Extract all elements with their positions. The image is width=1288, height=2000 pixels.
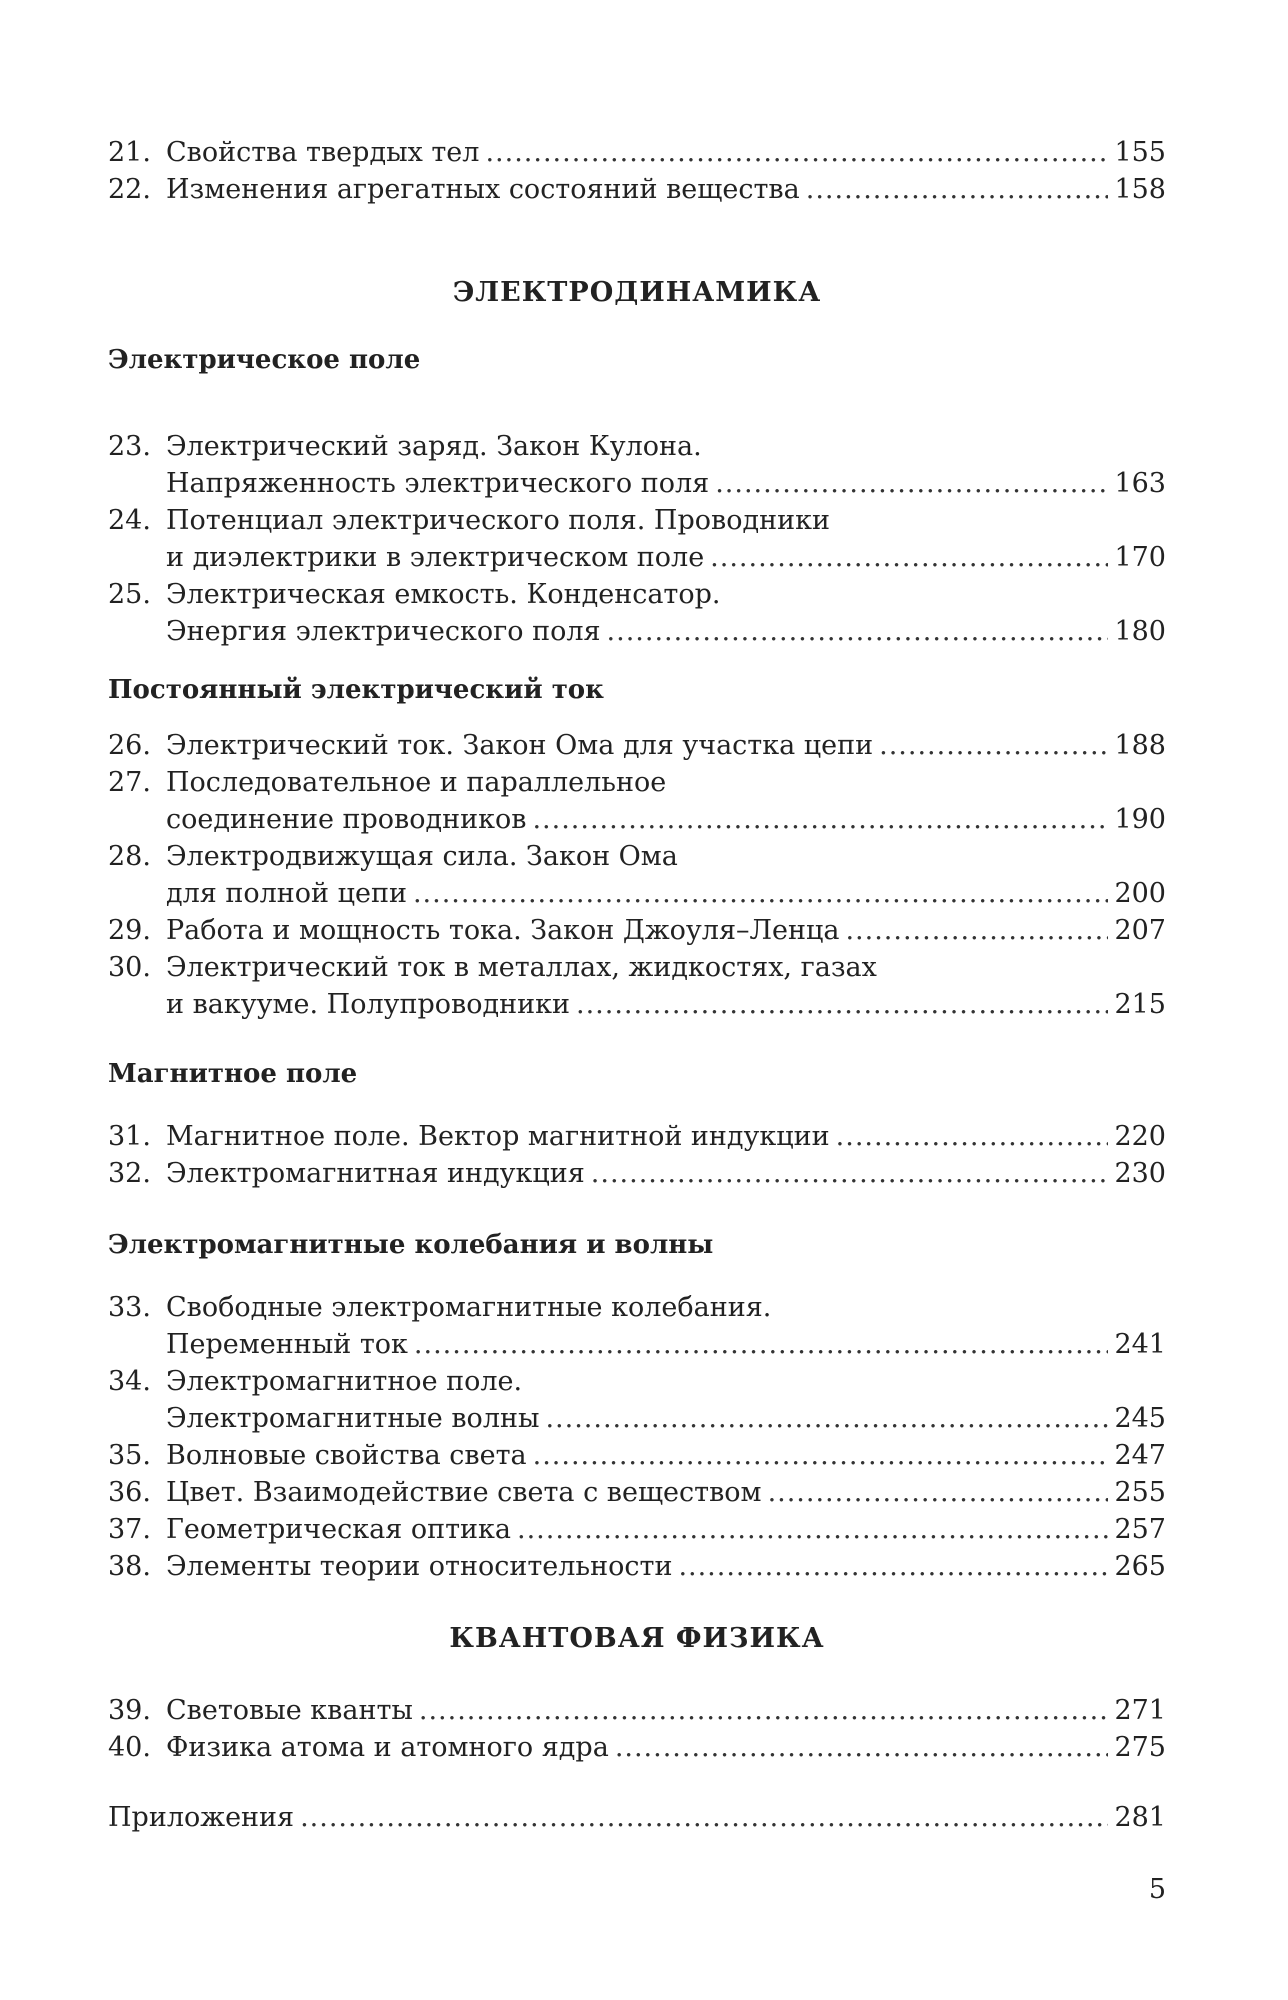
entry-title: Изменения агрегатных состояний вещества [166,174,800,205]
toc-entry-21[interactable] [108,134,1166,171]
entry-number: 24. [108,505,151,536]
part-title-electrodynamics: ЭЛЕКТРОДИНАМИКА [452,277,822,308]
entry-number: 35. [108,1440,151,1471]
dot-leader [615,1729,1109,1766]
entry-title: Работа и мощность тока. Закон Джоуля–Ленца [166,915,840,946]
dot-leader [591,1155,1109,1192]
part-title-quantum-physics: КВАНТОВАЯ ФИЗИКА [449,1623,825,1654]
entry-title-line1: Свободные электромагнитные колебания. [166,1292,772,1323]
entry-number: 27. [108,767,151,798]
toc-entry-28-cont[interactable] [108,875,1166,912]
entry-title: Магнитное поле. Вектор магнитной индукции [166,1121,830,1152]
dot-leader [836,1118,1109,1155]
dot-leader [532,801,1108,838]
toc-entry-35[interactable] [108,1437,1166,1474]
entry-number: 29. [108,915,151,946]
dot-leader [806,171,1109,208]
toc-entry-29[interactable] [108,912,1166,949]
entry-number: 22. [108,174,151,205]
dot-leader [419,1692,1109,1729]
entry-page: 215 [1114,989,1166,1020]
entry-title-line1: Потенциал электрического поля. Проводники [166,505,830,536]
chapter-title-direct-current: Постоянный электрический ток [108,675,604,705]
toc-entry-23[interactable] [108,428,1166,465]
entry-number: 39. [108,1695,151,1726]
dot-leader [710,539,1108,576]
entry-title-line2: соединение проводников [166,804,527,835]
entry-title: Световые кванты [166,1695,413,1726]
toc-entry-24-cont[interactable] [108,539,1166,576]
entry-title-line1: Последовательное и параллельное [166,767,667,798]
dot-leader [678,1548,1108,1585]
toc-page [108,0,1166,2000]
toc-entry-23-cont[interactable] [108,465,1166,502]
entry-page: 247 [1114,1440,1166,1471]
entry-title: Физика атома и атомного ядра [166,1732,609,1763]
entry-number: 33. [108,1292,151,1323]
entry-title-line2: Переменный ток [166,1329,408,1360]
entry-title: Геометрическая оптика [166,1514,512,1545]
entry-title: Электрический ток. Закон Ома для участка цепи [166,730,874,761]
dot-leader [576,986,1108,1023]
entry-page: 200 [1114,878,1166,909]
toc-entry-27-cont[interactable] [108,801,1166,838]
toc-entry-28[interactable] [108,838,1166,875]
entry-page: 281 [1114,1802,1166,1833]
entry-number: 26. [108,730,151,761]
toc-entry-25[interactable] [108,576,1166,613]
dot-leader [879,727,1108,764]
toc-entry-40[interactable] [108,1729,1166,1766]
dot-leader [845,912,1108,949]
chapter-title-electric-field: Электрическое поле [108,345,421,375]
dot-leader [533,1437,1109,1474]
dot-leader [715,465,1108,502]
chapter-title-magnetic-field: Магнитное поле [108,1059,358,1089]
entry-page: 230 [1114,1158,1166,1189]
entry-number: 38. [108,1551,151,1582]
entry-title: Элементы теории относительности [166,1551,673,1582]
toc-entry-31[interactable] [108,1118,1166,1155]
entry-number: 36. [108,1477,151,1508]
entry-title: Электромагнитная индукция [166,1158,585,1189]
toc-entry-36[interactable] [108,1474,1166,1511]
entry-page: 220 [1114,1121,1166,1152]
toc-entry-22[interactable] [108,171,1166,208]
entry-page: 245 [1114,1403,1166,1434]
entry-number: 32. [108,1158,151,1189]
dot-leader [485,134,1108,171]
entry-page: 155 [1114,137,1166,168]
toc-entry-33-cont[interactable] [108,1326,1166,1363]
toc-entry-39[interactable] [108,1692,1166,1729]
dot-leader [545,1400,1108,1437]
toc-entry-30[interactable] [108,949,1166,986]
toc-entry-33[interactable] [108,1289,1166,1326]
entry-page: 163 [1114,468,1166,499]
entry-title-line1: Электродвижущая сила. Закон Ома [166,841,678,872]
entry-title-line1: Электрический заряд. Закон Кулона. [166,431,702,462]
entry-title-line2: Энергия электрического поля [166,616,601,647]
entry-title-line2: Напряженность электрического поля [166,468,710,499]
entry-number: 30. [108,952,151,983]
entry-title: Волновые свойства света [166,1440,527,1471]
entry-title: Свойства твердых тел [166,137,480,168]
chapter-title-em-oscillations: Электромагнитные колебания и волны [108,1230,714,1260]
entry-number: 40. [108,1732,151,1763]
dot-leader [517,1511,1108,1548]
entry-title-line1: Электрический ток в металлах, жидкостях, газах [166,952,877,983]
entry-number: 21. [108,137,151,168]
entry-number: 25. [108,579,151,610]
entry-page: 170 [1114,542,1166,573]
toc-entry-30-cont[interactable] [108,986,1166,1023]
entry-page: 158 [1114,174,1166,205]
entry-page: 257 [1114,1514,1166,1545]
dot-leader [414,1326,1109,1363]
entry-number: 23. [108,431,151,462]
toc-entry-24[interactable] [108,502,1166,539]
toc-entry-appendix[interactable] [108,1799,1166,1836]
entry-page: 271 [1114,1695,1166,1726]
toc-entry-37[interactable] [108,1511,1166,1548]
dot-leader [300,1799,1108,1836]
entry-number: 34. [108,1366,151,1397]
entry-page: 275 [1114,1732,1166,1763]
entry-number: 28. [108,841,151,872]
entry-number: 37. [108,1514,151,1545]
entry-title: Цвет. Взаимодействие света с веществом [166,1477,762,1508]
entry-title-line2: Электромагнитные волны [166,1403,540,1434]
entry-page: 241 [1114,1329,1166,1360]
entry-page: 190 [1114,804,1166,835]
dot-leader [413,875,1108,912]
dot-leader [607,613,1109,650]
toc-entry-25-cont[interactable] [108,613,1166,650]
toc-entry-27[interactable] [108,764,1166,801]
toc-entry-34[interactable] [108,1363,1166,1400]
entry-title-line2: и вакууме. Полупроводники [166,989,570,1020]
entry-page: 180 [1114,616,1166,647]
toc-entry-26[interactable] [108,727,1166,764]
page-number: 5 [1148,1874,1166,1905]
dot-leader [768,1474,1109,1511]
entry-title-line1: Электрическая емкость. Конденсатор. [166,579,721,610]
entry-title-line1: Электромагнитное поле. [166,1366,523,1397]
entry-title: Приложения [108,1802,295,1833]
entry-title-line2: и диэлектрики в электрическом поле [166,542,705,573]
entry-title-line2: для полной цепи [166,878,407,909]
entry-page: 265 [1114,1551,1166,1582]
toc-entry-38[interactable] [108,1548,1166,1585]
entry-number: 31. [108,1121,151,1152]
entry-page: 255 [1114,1477,1166,1508]
toc-entry-32[interactable] [108,1155,1166,1192]
toc-entry-34-cont[interactable] [108,1400,1166,1437]
entry-page: 207 [1114,915,1166,946]
entry-page: 188 [1114,730,1166,761]
